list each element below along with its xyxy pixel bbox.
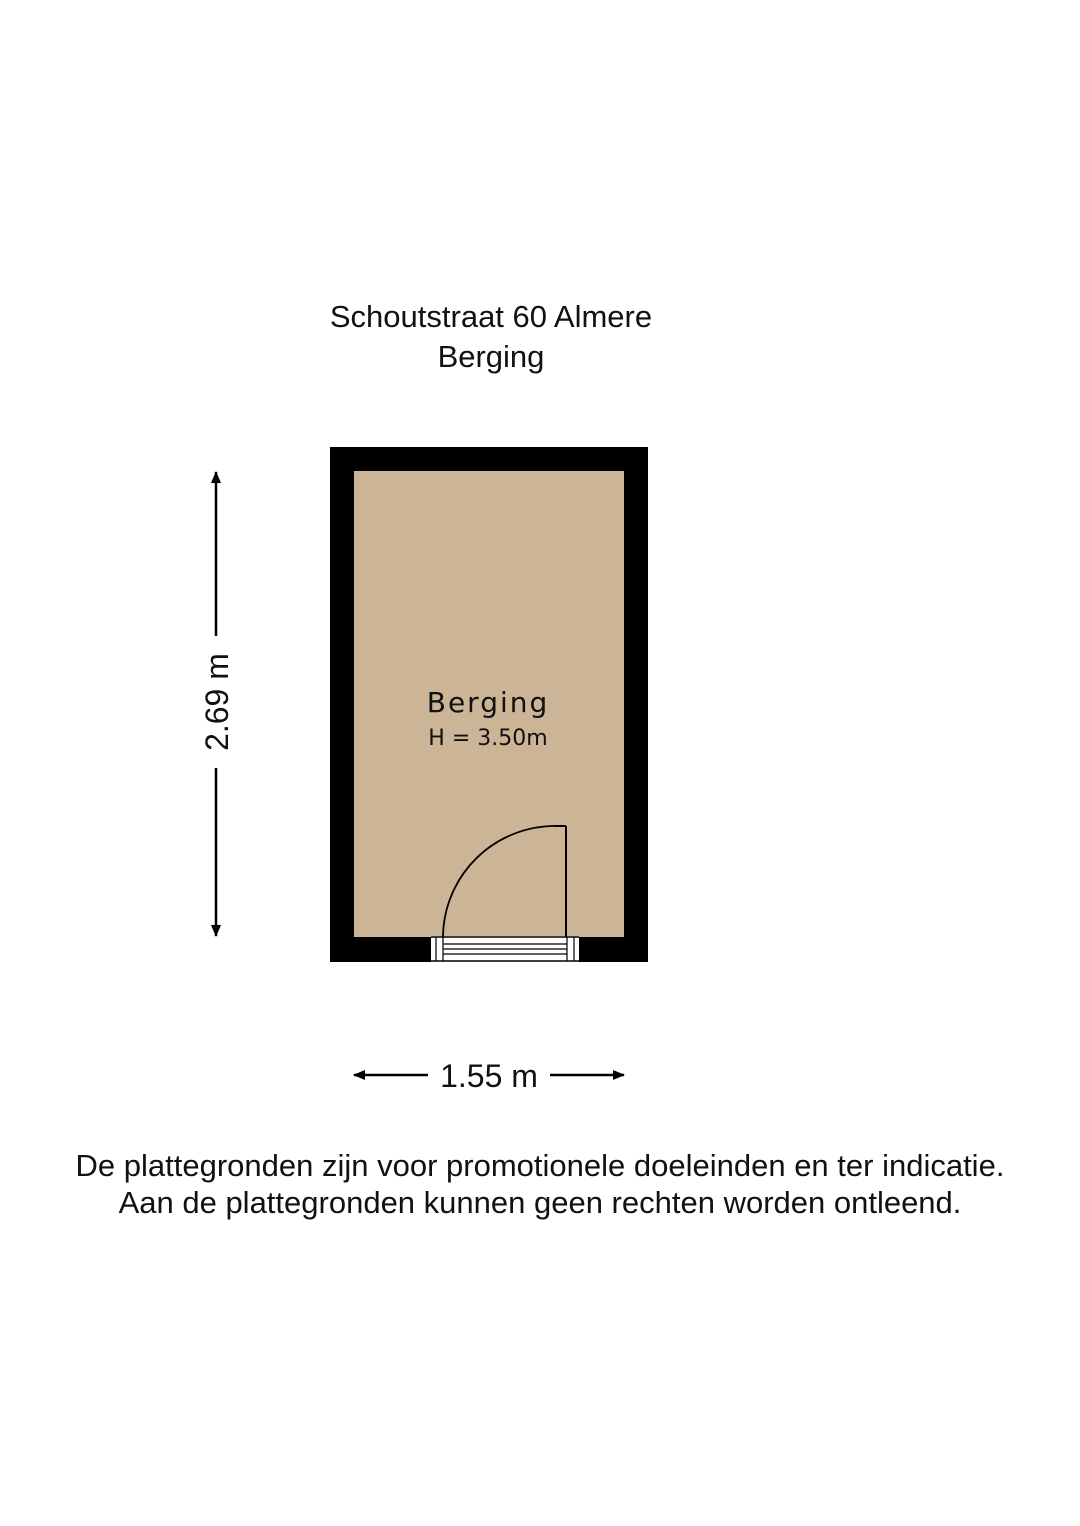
- plan-floor-name: Berging: [437, 339, 545, 374]
- disclaimer-line-1: De plattegronden zijn voor promotionele doeleinden en ter indicatie.: [75, 1148, 1005, 1183]
- plan-address: Schoutstraat 60 Almere: [329, 299, 653, 334]
- disclaimer-line-2: Aan de plattegronden kunnen geen rechten worden ontleend.: [118, 1185, 962, 1220]
- depth-dimension-label: 2.69 m: [199, 642, 235, 762]
- room-height-label: H = 3.50m: [428, 726, 548, 751]
- room-name-label: Berging: [426, 686, 550, 719]
- width-dimension-label: 1.55 m: [428, 1058, 550, 1094]
